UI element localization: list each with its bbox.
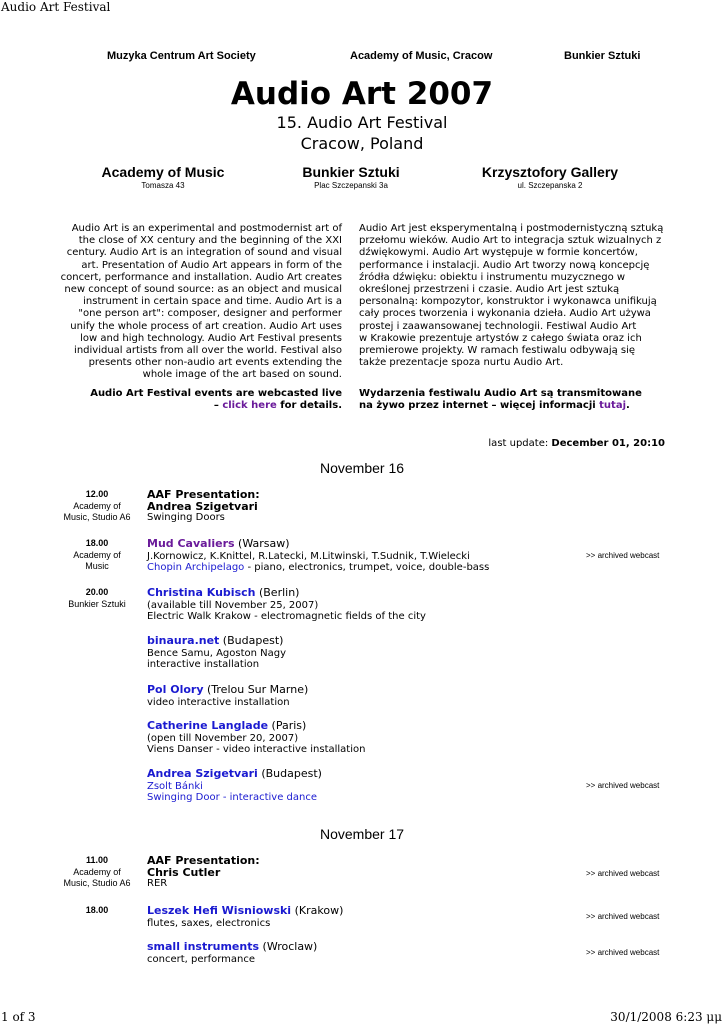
artist-location: (Budapest) xyxy=(257,767,322,780)
webcast-en-line1: Audio Art Festival events are webcasted live xyxy=(90,388,342,399)
event-entry xyxy=(147,538,489,574)
event-desc: concert, performance xyxy=(147,953,256,965)
tutaj-link[interactable]: tutaj xyxy=(599,400,627,412)
venue-bunkier-name[interactable]: Bunkier Sztuki xyxy=(302,164,400,180)
page-number: 1 of 3 xyxy=(1,1010,36,1024)
artist-link[interactable]: Christina Kubisch xyxy=(147,586,256,599)
webcast-pl-tail: . xyxy=(626,400,630,412)
intro-pl-line: performance i instalacji. Audio Art tworzy nową koncepcję xyxy=(359,259,650,271)
day-heading: November 16 xyxy=(319,460,405,476)
intro-en-line: presents other non-audio art events extending the xyxy=(88,357,342,369)
event-desc: (open till November 20, 2007) xyxy=(147,732,299,744)
page-title: Audio Art 2007 xyxy=(230,76,494,112)
venue-academy-address: Tomasza 43 xyxy=(141,181,185,190)
browser-page-title: Audio Art Festival xyxy=(1,0,111,14)
print-datetime: 30/1/2008 6:23 μμ xyxy=(610,1010,722,1024)
event-entry xyxy=(147,635,286,671)
intro-pl-line: dźwiękowymi. Audio Art występuje w formie koncertów, xyxy=(359,247,638,259)
event-entry xyxy=(147,941,317,965)
time-place: Academy of xyxy=(73,500,121,511)
event-entry xyxy=(147,855,260,890)
last-update-label: last update: xyxy=(488,438,552,449)
time-value: 11.00 xyxy=(85,855,109,865)
artist-link[interactable]: Pol Olory xyxy=(147,683,204,696)
event-desc: flutes, saxes, electronics xyxy=(147,917,271,929)
event-desc: RER xyxy=(147,878,168,890)
artist-location: (Paris) xyxy=(268,719,307,732)
intro-pl-line: określonej przestrzeni i czasie. Audio Art jest sztuką xyxy=(359,284,620,296)
event-work-link[interactable]: Chopin Archipelago xyxy=(147,562,245,574)
event-entry xyxy=(147,587,426,623)
time-slot xyxy=(61,538,133,573)
event-desc: Bence Samu, Agoston Nagy xyxy=(147,647,287,659)
venue-bunkier-address: Plac Szczepanski 3a xyxy=(314,181,388,190)
archived-webcast-link[interactable]: >> archived webcast xyxy=(586,869,660,878)
intro-en-line: Audio Art is an experimental and postmodernist art of xyxy=(71,223,342,234)
intro-polish xyxy=(359,223,679,369)
venue-krzysztofory-address: ul. Szczepanska 2 xyxy=(517,181,583,190)
intro-en-line: unify the whole process of art creation. Audio Art uses xyxy=(70,320,342,332)
archived-webcast-link[interactable]: >> archived webcast xyxy=(586,948,660,957)
intro-en-line: the close of XX century and the beginning of the XXI xyxy=(78,235,342,247)
event-artist: Chris Cutler xyxy=(147,865,221,879)
time-value: 20.00 xyxy=(85,587,109,597)
event-desc: Swinging Doors xyxy=(147,512,225,524)
time-slot xyxy=(61,905,133,917)
performer-link[interactable]: Zsolt Bánki xyxy=(147,780,203,792)
intro-en-line: century. Audio Art is an integration of sound and visual xyxy=(66,247,342,259)
time-place: Academy of xyxy=(73,866,121,877)
artist-link[interactable]: Catherine Langlade xyxy=(147,719,269,732)
artist-link[interactable]: Leszek Hefi Wisniowski xyxy=(147,904,292,917)
intro-pl-line: także prezentacje spoza nurtu Audio Art. xyxy=(359,357,564,369)
day-heading: November 17 xyxy=(319,826,405,842)
artist-link[interactable]: Andrea Szigetvari xyxy=(147,767,258,780)
time-value: 12.00 xyxy=(85,489,109,499)
intro-en-line: low and high technology. Audio Art Festival presents xyxy=(80,332,342,344)
event-entry xyxy=(147,489,260,524)
last-update xyxy=(488,438,665,449)
archived-webcast-link[interactable]: >> archived webcast xyxy=(586,912,660,921)
time-slot xyxy=(61,855,133,890)
artist-link[interactable]: small instruments xyxy=(147,940,260,953)
artist-location: (Trelou Sur Marne) xyxy=(203,683,309,696)
header-link-bunkier[interactable]: Bunkier Sztuki xyxy=(564,50,641,62)
artist-link[interactable]: binaura.net xyxy=(147,634,220,647)
event-desc: - piano, electronics, trumpet, voice, double-bass xyxy=(244,562,490,574)
event-entry xyxy=(147,720,365,756)
time-slot xyxy=(61,587,133,610)
header-link-academy[interactable]: Academy of Music, Cracow xyxy=(350,50,493,62)
intro-pl-line: prostej i zaawansowanej technologii. Festiwal Audio Art xyxy=(359,320,637,332)
intro-pl-line: Audio Art jest eksperymentalną i postmodernistyczną sztuką xyxy=(359,223,664,234)
subtitle-festival: 15. Audio Art Festival xyxy=(276,113,448,132)
archived-webcast-link[interactable]: >> archived webcast xyxy=(586,781,660,790)
time-place: Academy of xyxy=(73,549,121,560)
intro-en-line: new concept of sound source: as an object and musical xyxy=(64,284,342,296)
event-desc: interactive installation xyxy=(147,659,260,671)
subtitle-location: Cracow, Poland xyxy=(300,134,424,153)
archived-webcast-link[interactable]: >> archived webcast xyxy=(586,551,660,560)
artist-location: (Berlin) xyxy=(255,586,300,599)
artist-location: (Budapest) xyxy=(219,634,284,647)
intro-pl-line: w Krakowie prezentuje artystów z całego świata oraz ich xyxy=(359,332,642,344)
event-entry xyxy=(147,684,308,708)
artist-location: (Warsaw) xyxy=(234,537,290,550)
intro-pl-line: personalną: kompozytor, konstruktor i wykonawca unifikują xyxy=(359,296,657,308)
time-place: Music, Studio A6 xyxy=(63,512,131,522)
intro-en-line: concert, performance and installation. Audio Art creates xyxy=(60,271,342,283)
event-title: AAF Presentation: xyxy=(147,488,260,501)
last-update-value: December 01, 20:10 xyxy=(551,438,665,449)
event-desc: video interactive installation xyxy=(147,696,290,708)
intro-pl-line: cały proces tworzenia i wykonania dzieła. Audio Art używa xyxy=(359,308,651,320)
event-desc: Electric Walk Krakow - electromagnetic fields of the city xyxy=(147,611,426,623)
venue-academy-name[interactable]: Academy of Music xyxy=(101,164,225,180)
event-desc: J.Kornowicz, K.Knittel, R.Latecki, M.Litwinski, T.Sudnik, T.Wielecki xyxy=(147,550,470,562)
time-value: 18.00 xyxy=(85,905,109,915)
intro-english xyxy=(50,223,342,382)
intro-pl-line: źródła dźwięku: obiektu i instrumentu muzycznego w xyxy=(359,271,626,283)
intro-pl-line: przełomu wieków. Audio Art to integracja sztuk wizualnych z xyxy=(359,235,662,247)
webcast-notice-pl xyxy=(359,388,699,412)
artist-location: (Wroclaw) xyxy=(259,940,318,953)
time-slot xyxy=(61,489,133,524)
click-here-link[interactable]: click here xyxy=(222,400,277,412)
event-work-link[interactable]: Swinging Door - interactive dance xyxy=(147,792,317,804)
intro-en-line: whole image of the art based on sound. xyxy=(142,369,342,381)
webcast-pl-line1: Wydarzenia festiwalu Audio Art są transmitowane xyxy=(359,388,642,399)
event-desc: Viens Danser - video interactive installation xyxy=(147,744,366,756)
webcast-en-tail: for details. xyxy=(276,400,342,412)
intro-en-line: "one person art": composer, designer and performer xyxy=(78,308,342,320)
artist-link[interactable]: Mud Cavaliers xyxy=(147,537,235,550)
time-place: Bunkier Sztuki xyxy=(68,598,126,609)
webcast-en-dash: – xyxy=(213,400,223,412)
time-place: Music, Studio A6 xyxy=(63,878,131,888)
event-entry xyxy=(147,905,343,929)
time-place: Music xyxy=(85,561,109,571)
artist-location: (Krakow) xyxy=(291,904,344,917)
venue-krzysztofory-name[interactable]: Krzysztofory Gallery xyxy=(481,164,619,180)
intro-pl-line: premierowe projekty. W ramach festiwalu odbywają się xyxy=(359,345,636,357)
time-value: 18.00 xyxy=(85,538,109,548)
intro-en-line: individual artists from all over the world. Festival also xyxy=(74,345,342,357)
event-artist: Andrea Szigetvari xyxy=(147,499,258,513)
event-desc: (available till November 25, 2007) xyxy=(147,599,319,611)
webcast-pl-line2: na żywo przez internet – więcej informacji xyxy=(359,400,600,412)
intro-en-line: art. Presentation of Audio Art appears in form of the xyxy=(81,259,342,271)
event-title: AAF Presentation: xyxy=(147,854,260,867)
header-link-muzyka-centrum[interactable]: Muzyka Centrum Art Society xyxy=(107,50,256,62)
intro-en-line: instrument in certain space and time. Audio Art is a xyxy=(83,296,342,308)
event-entry xyxy=(147,768,322,804)
webcast-notice-en xyxy=(50,388,342,412)
